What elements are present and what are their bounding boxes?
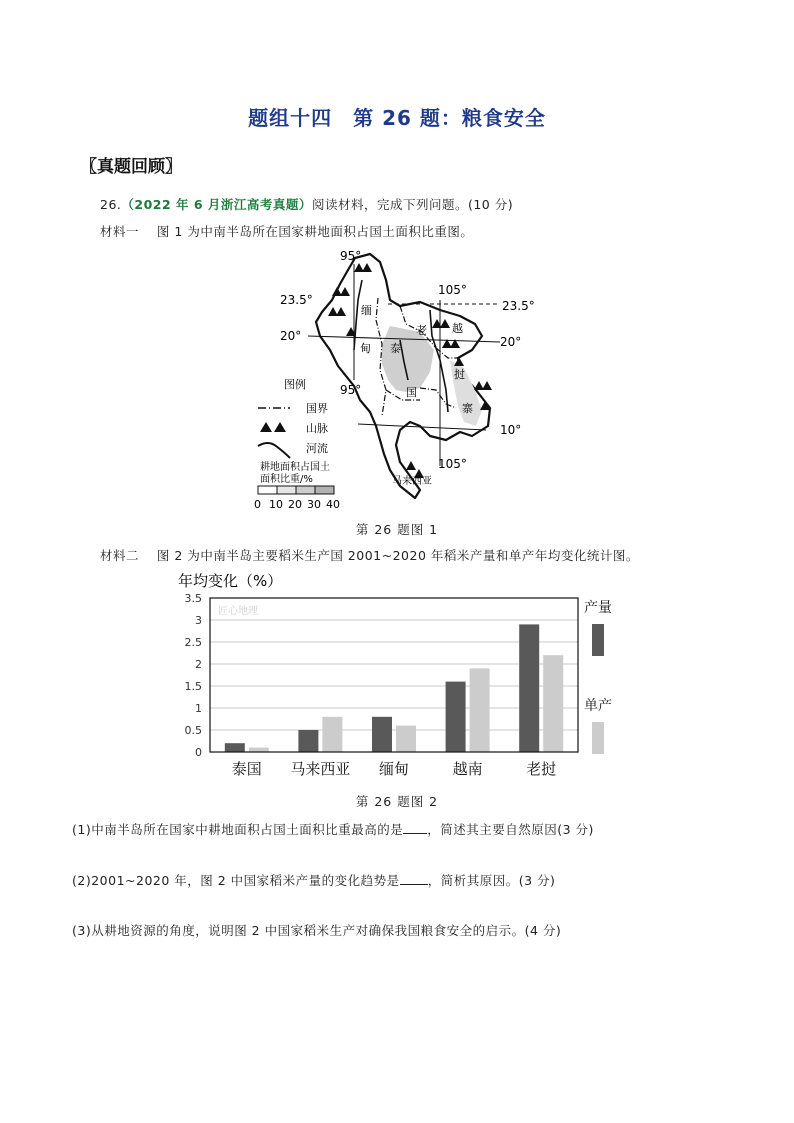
legend-scale-tick: 20 xyxy=(288,498,302,511)
x-tick-label: 马来西亚 xyxy=(290,760,351,778)
material2-label: 材料二 xyxy=(100,548,140,563)
figure1-caption: 第 26 题图 1 xyxy=(355,522,439,537)
y-tick-label: 3 xyxy=(195,614,202,627)
label-malaysia: 马来西亚 xyxy=(392,476,432,487)
question-2 xyxy=(72,871,555,889)
label-thailand-1: 泰 xyxy=(390,342,401,355)
y-tick-label: 2.5 xyxy=(184,636,202,649)
label-cambodia-1: 挝 xyxy=(454,368,465,381)
bar-产量 xyxy=(446,682,466,752)
question-3: (3)从耕地资源的角度，说明图 2 中国家稻米生产对确保我国粮食安全的启示。(4 分) xyxy=(72,923,562,938)
label-cambodia-2: 寨 xyxy=(462,402,473,415)
bar-产量 xyxy=(519,624,539,752)
bar-chart xyxy=(168,566,628,788)
lat-23-right: 23.5° xyxy=(502,299,535,313)
label-myanmar-1: 缅 xyxy=(361,304,372,317)
legend-swatch xyxy=(592,624,604,656)
legend-scale-tick: 30 xyxy=(307,498,321,511)
material1-text: 图 1 为中南半岛所在国家耕地面积占国土面积比重图。 xyxy=(156,224,474,239)
lat-20-right: 20° xyxy=(500,335,522,349)
legend-scale-title-2: 面积比重/% xyxy=(260,474,313,485)
lat-23-left: 23.5° xyxy=(280,293,313,307)
lat-10-right: 10° xyxy=(500,423,522,437)
bar-单产 xyxy=(249,748,269,752)
legend-mountain: 山脉 xyxy=(306,422,328,435)
legend-title: 图例 xyxy=(284,378,306,391)
legend-scale-tick: 10 xyxy=(269,498,283,511)
legend-scale-tick: 0 xyxy=(254,498,261,511)
question-2-part-b: ，简析其原因。(3 分) xyxy=(427,873,556,888)
material1-label: 材料一 xyxy=(100,224,140,239)
label-thailand-2: 国 xyxy=(406,386,417,399)
legend-river: 河流 xyxy=(306,442,328,455)
legend-scale-title-1: 耕地面积占国土 xyxy=(260,462,330,473)
y-tick-label: 0 xyxy=(195,746,202,759)
legend-river-icon xyxy=(258,443,290,458)
legend-scale-tick: 40 xyxy=(326,498,340,511)
label-vietnam-1: 越 xyxy=(452,322,463,335)
y-tick-label: 0.5 xyxy=(184,724,202,737)
lon-95-bottom: 95° xyxy=(340,383,362,397)
legend-label: 产量 xyxy=(584,600,612,616)
question-1-part-b: ，简述其主要自然原因(3 分) xyxy=(427,822,594,837)
bar-产量 xyxy=(298,730,318,752)
material2-text: 图 2 为中南半岛主要稻米生产国 2001~2020 年稻米产量和单产年均变化统计图。 xyxy=(156,548,639,563)
bar-产量 xyxy=(225,743,245,752)
x-tick-label: 缅甸 xyxy=(378,760,410,778)
material2-line xyxy=(100,546,639,564)
x-tick-label: 泰国 xyxy=(231,760,262,778)
x-tick-label: 老挝 xyxy=(526,760,557,778)
question-2-part-a: (2)2001~2020 年，图 2 中国家稻米产量的变化趋势是 xyxy=(72,873,400,888)
chart-watermark: 匠心地理 xyxy=(218,606,258,617)
y-tick-label: 1.5 xyxy=(184,680,202,693)
figure2-caption: 第 26 题图 2 xyxy=(355,794,439,809)
legend-mountain-icon xyxy=(260,422,286,432)
lat-20-left: 20° xyxy=(280,329,302,343)
bar-单产 xyxy=(470,668,490,752)
lon-105-top: 105° xyxy=(438,283,467,297)
bar-单产 xyxy=(543,655,563,752)
material1-line xyxy=(100,222,473,240)
lon-105-bottom: 105° xyxy=(438,457,467,471)
question-1 xyxy=(72,820,594,838)
question-line xyxy=(100,195,513,213)
label-laos: 老 xyxy=(416,324,427,337)
y-tick-label: 1 xyxy=(195,702,202,715)
label-myanmar-2: 甸 xyxy=(360,342,371,355)
legend-scale-bar xyxy=(258,486,334,494)
answer-blank-1[interactable] xyxy=(403,821,427,834)
bar-单产 xyxy=(322,717,342,752)
bar-产量 xyxy=(372,717,392,752)
page-title: 题组十四 第 26 题：粮食安全 xyxy=(248,106,546,130)
legend-swatch xyxy=(592,722,604,754)
answer-blank-2[interactable] xyxy=(400,872,428,885)
y-tick-label: 3.5 xyxy=(184,592,202,605)
bar-单产 xyxy=(396,726,416,752)
question-source: （2022 年 6 月浙江高考真题） xyxy=(121,197,312,212)
chart-title: 年均变化（%） xyxy=(178,572,283,590)
question-number: 26. xyxy=(100,197,122,212)
legend-border: 国界 xyxy=(306,402,328,415)
legend-label: 单产 xyxy=(584,698,612,714)
map-figure xyxy=(250,240,550,515)
y-tick-label: 2 xyxy=(195,658,202,671)
lon-95-top: 95° xyxy=(340,249,362,263)
x-tick-label: 越南 xyxy=(452,760,483,778)
section-header: 〖真题回顾〗 xyxy=(80,157,182,177)
question-1-part-a: (1)中南半岛所在国家中耕地面积占国土面积比重最高的是 xyxy=(72,822,404,837)
question-intro: 阅读材料，完成下列问题。(10 分) xyxy=(311,197,514,212)
